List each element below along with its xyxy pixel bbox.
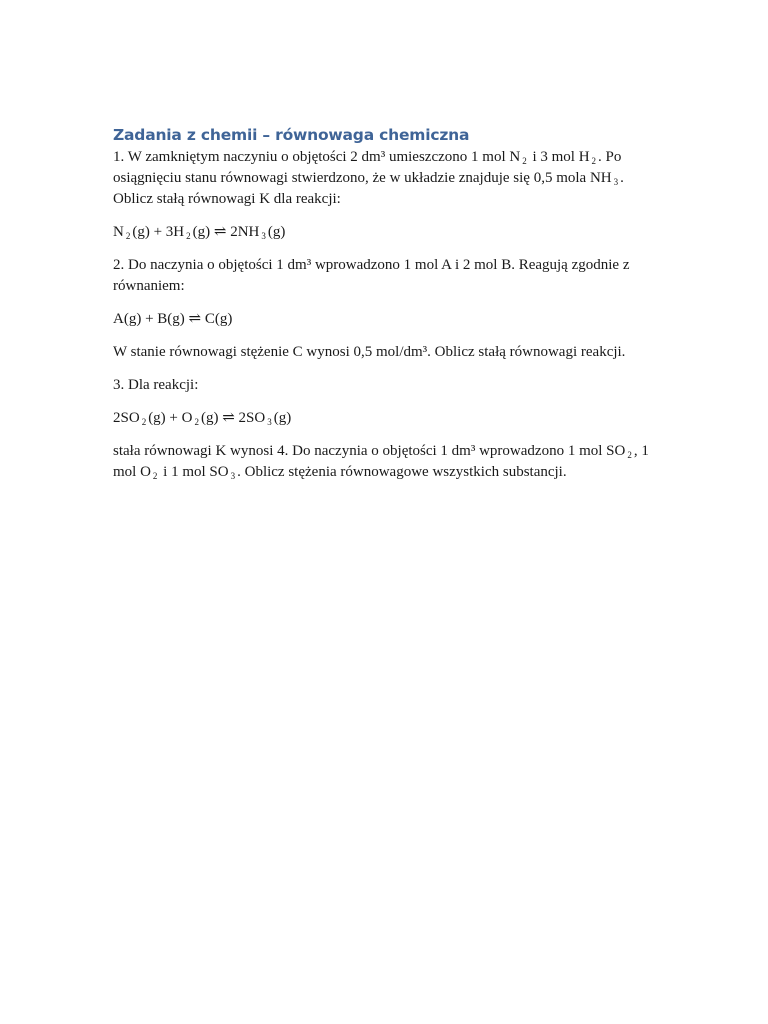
- task3-text: 3. Dla reakcji:: [113, 377, 199, 393]
- task1-text-c: . Po osiągnięciu stanu równowagi stwierdzono, że w układzie znajduje się 0,5 mola NH: [113, 149, 622, 186]
- task1-text-b: i 3 mol H: [528, 149, 590, 165]
- task1-text-d: . Oblicz stałą równowagi K dla reakcji:: [113, 170, 624, 207]
- task3-followup-part: i 1 mol SO: [159, 464, 229, 480]
- task2-equation: A(g) + B(g) ⇌ C(g): [113, 311, 233, 327]
- task3-equation: [113, 408, 658, 429]
- document-page: [113, 124, 658, 483]
- task1-sub-b: 2: [591, 156, 597, 166]
- task2-text: 2. Do naczynia o objętości 1 dm³ wprowadzono 1 mol A i 2 mol B. Reagują zgodnie z równaniem:: [113, 257, 630, 294]
- task1-sub-a: 2: [522, 156, 527, 166]
- task3-eq-part: (g): [273, 410, 292, 426]
- task3-followup-part: stała równowagi K wynosi 4. Do naczynia o objętości 1 dm³ wprowadzono 1 mol SO: [113, 443, 626, 459]
- task1-text: [113, 147, 658, 210]
- task3-followup-sub: 3: [230, 471, 236, 481]
- task1-eq-sub: 3: [261, 231, 266, 241]
- task3-followup-sub: 2: [627, 450, 632, 460]
- task1-eq-part: (g): [267, 224, 286, 240]
- task3-eq-sub: 3: [267, 417, 272, 427]
- task3-eq-sub: 2: [141, 417, 147, 427]
- task2-followup: W stanie równowagi stężenie C wynosi 0,5 mol/dm³. Oblicz stałą równowagi reakcji.: [113, 344, 626, 360]
- task1-eq-part: (g) ⇌ 2NH: [192, 224, 260, 240]
- task1-sub-c: 3: [613, 177, 619, 187]
- task1-eq-part: (g) + 3H: [132, 224, 185, 240]
- task1-eq-sub: 2: [186, 231, 191, 241]
- task3-followup-part: , 1 mol O: [113, 443, 649, 480]
- task3-followup-sub: 2: [152, 471, 158, 481]
- task1-eq-sub: 2: [125, 231, 131, 241]
- task3-followup-part: . Oblicz stężenia równowagowe wszystkich substancji.: [237, 464, 567, 480]
- task3-eq-sub: 2: [194, 417, 199, 427]
- task3-eq-part: 2SO: [113, 410, 140, 426]
- task1-text-a: 1. W zamkniętym naczyniu o objętości 2 dm³ umieszczono 1 mol N: [113, 149, 521, 165]
- document-title: Zadania z chemii – równowaga chemiczna: [113, 126, 470, 144]
- task1-equation: [113, 222, 658, 243]
- task3-followup: [113, 441, 658, 483]
- task1-eq-part: N: [113, 224, 124, 240]
- task3-eq-part: (g) ⇌ 2SO: [200, 410, 266, 426]
- task3-eq-part: (g) + O: [148, 410, 193, 426]
